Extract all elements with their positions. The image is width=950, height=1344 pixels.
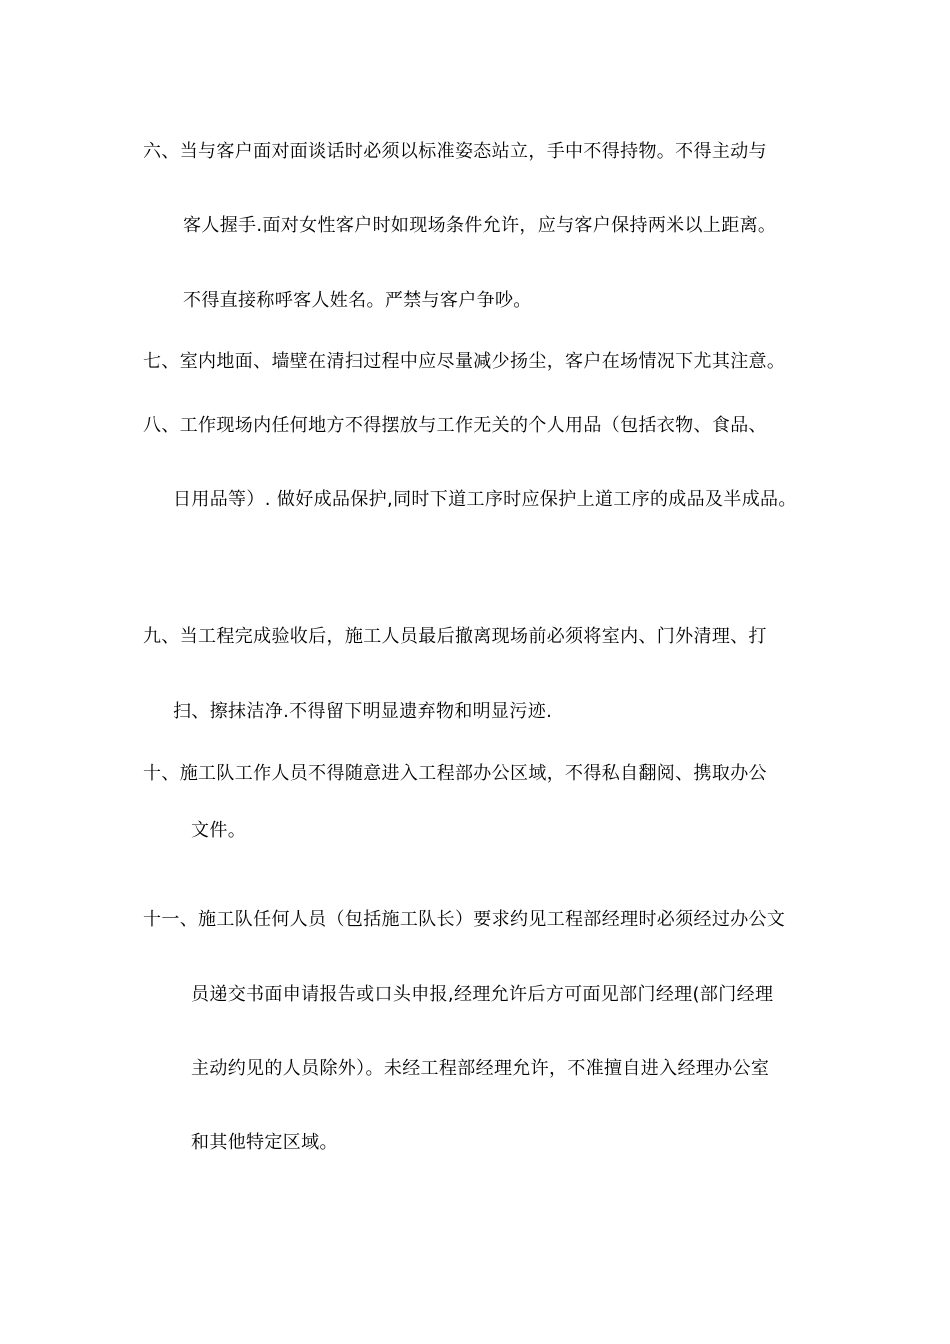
clause-10-line-1: 十、施工队工作人员不得随意进入工程部办公区域，不得私自翻阅、携取办公 [143,763,767,784]
clause-9-line-2: 扫、擦抹洁净.不得留下明显遗弃物和明显污迹. [173,701,553,722]
clause-8-line-2: 日用品等）. 做好成品保护,同时下道工序时应保护上道工序的成品及半成品。 [173,489,797,510]
clause-9-line-1: 九、当工程完成验收后，施工人员最后撤离现场前必须将室内、门外清理、打 [143,626,767,647]
clause-11-line-4: 和其他特定区域。 [191,1132,338,1153]
clause-6-line-1: 六、当与客户面对面谈话时必须以标准姿态站立，手中不得持物。不得主动与 [143,141,767,162]
clause-11-line-2: 员递交书面申请报告或口头申报,经理允许后方可面见部门经理(部门经理 [191,984,774,1005]
clause-6-line-3: 不得直接称呼客人姓名。严禁与客户争吵。 [183,290,532,311]
clause-7-line-1: 七、室内地面、墙壁在清扫过程中应尽量减少扬尘，客户在场情况下尤其注意。 [143,351,786,372]
clause-11-line-3: 主动约见的人员除外）。未经工程部经理允许，不准擅自进入经理办公室 [191,1058,770,1079]
clause-10-line-2: 文件。 [191,820,247,841]
clause-8-line-1: 八、工作现场内任何地方不得摆放与工作无关的个人用品（包括衣物、食品、 [143,415,767,436]
clause-11-line-1: 十一、施工队任何人员（包括施工队长）要求约见工程部经理时必须经过办公文 [143,909,786,930]
clause-6-line-2: 客人握手.面对女性客户时如现场条件允许，应与客户保持两米以上距离。 [183,215,777,236]
